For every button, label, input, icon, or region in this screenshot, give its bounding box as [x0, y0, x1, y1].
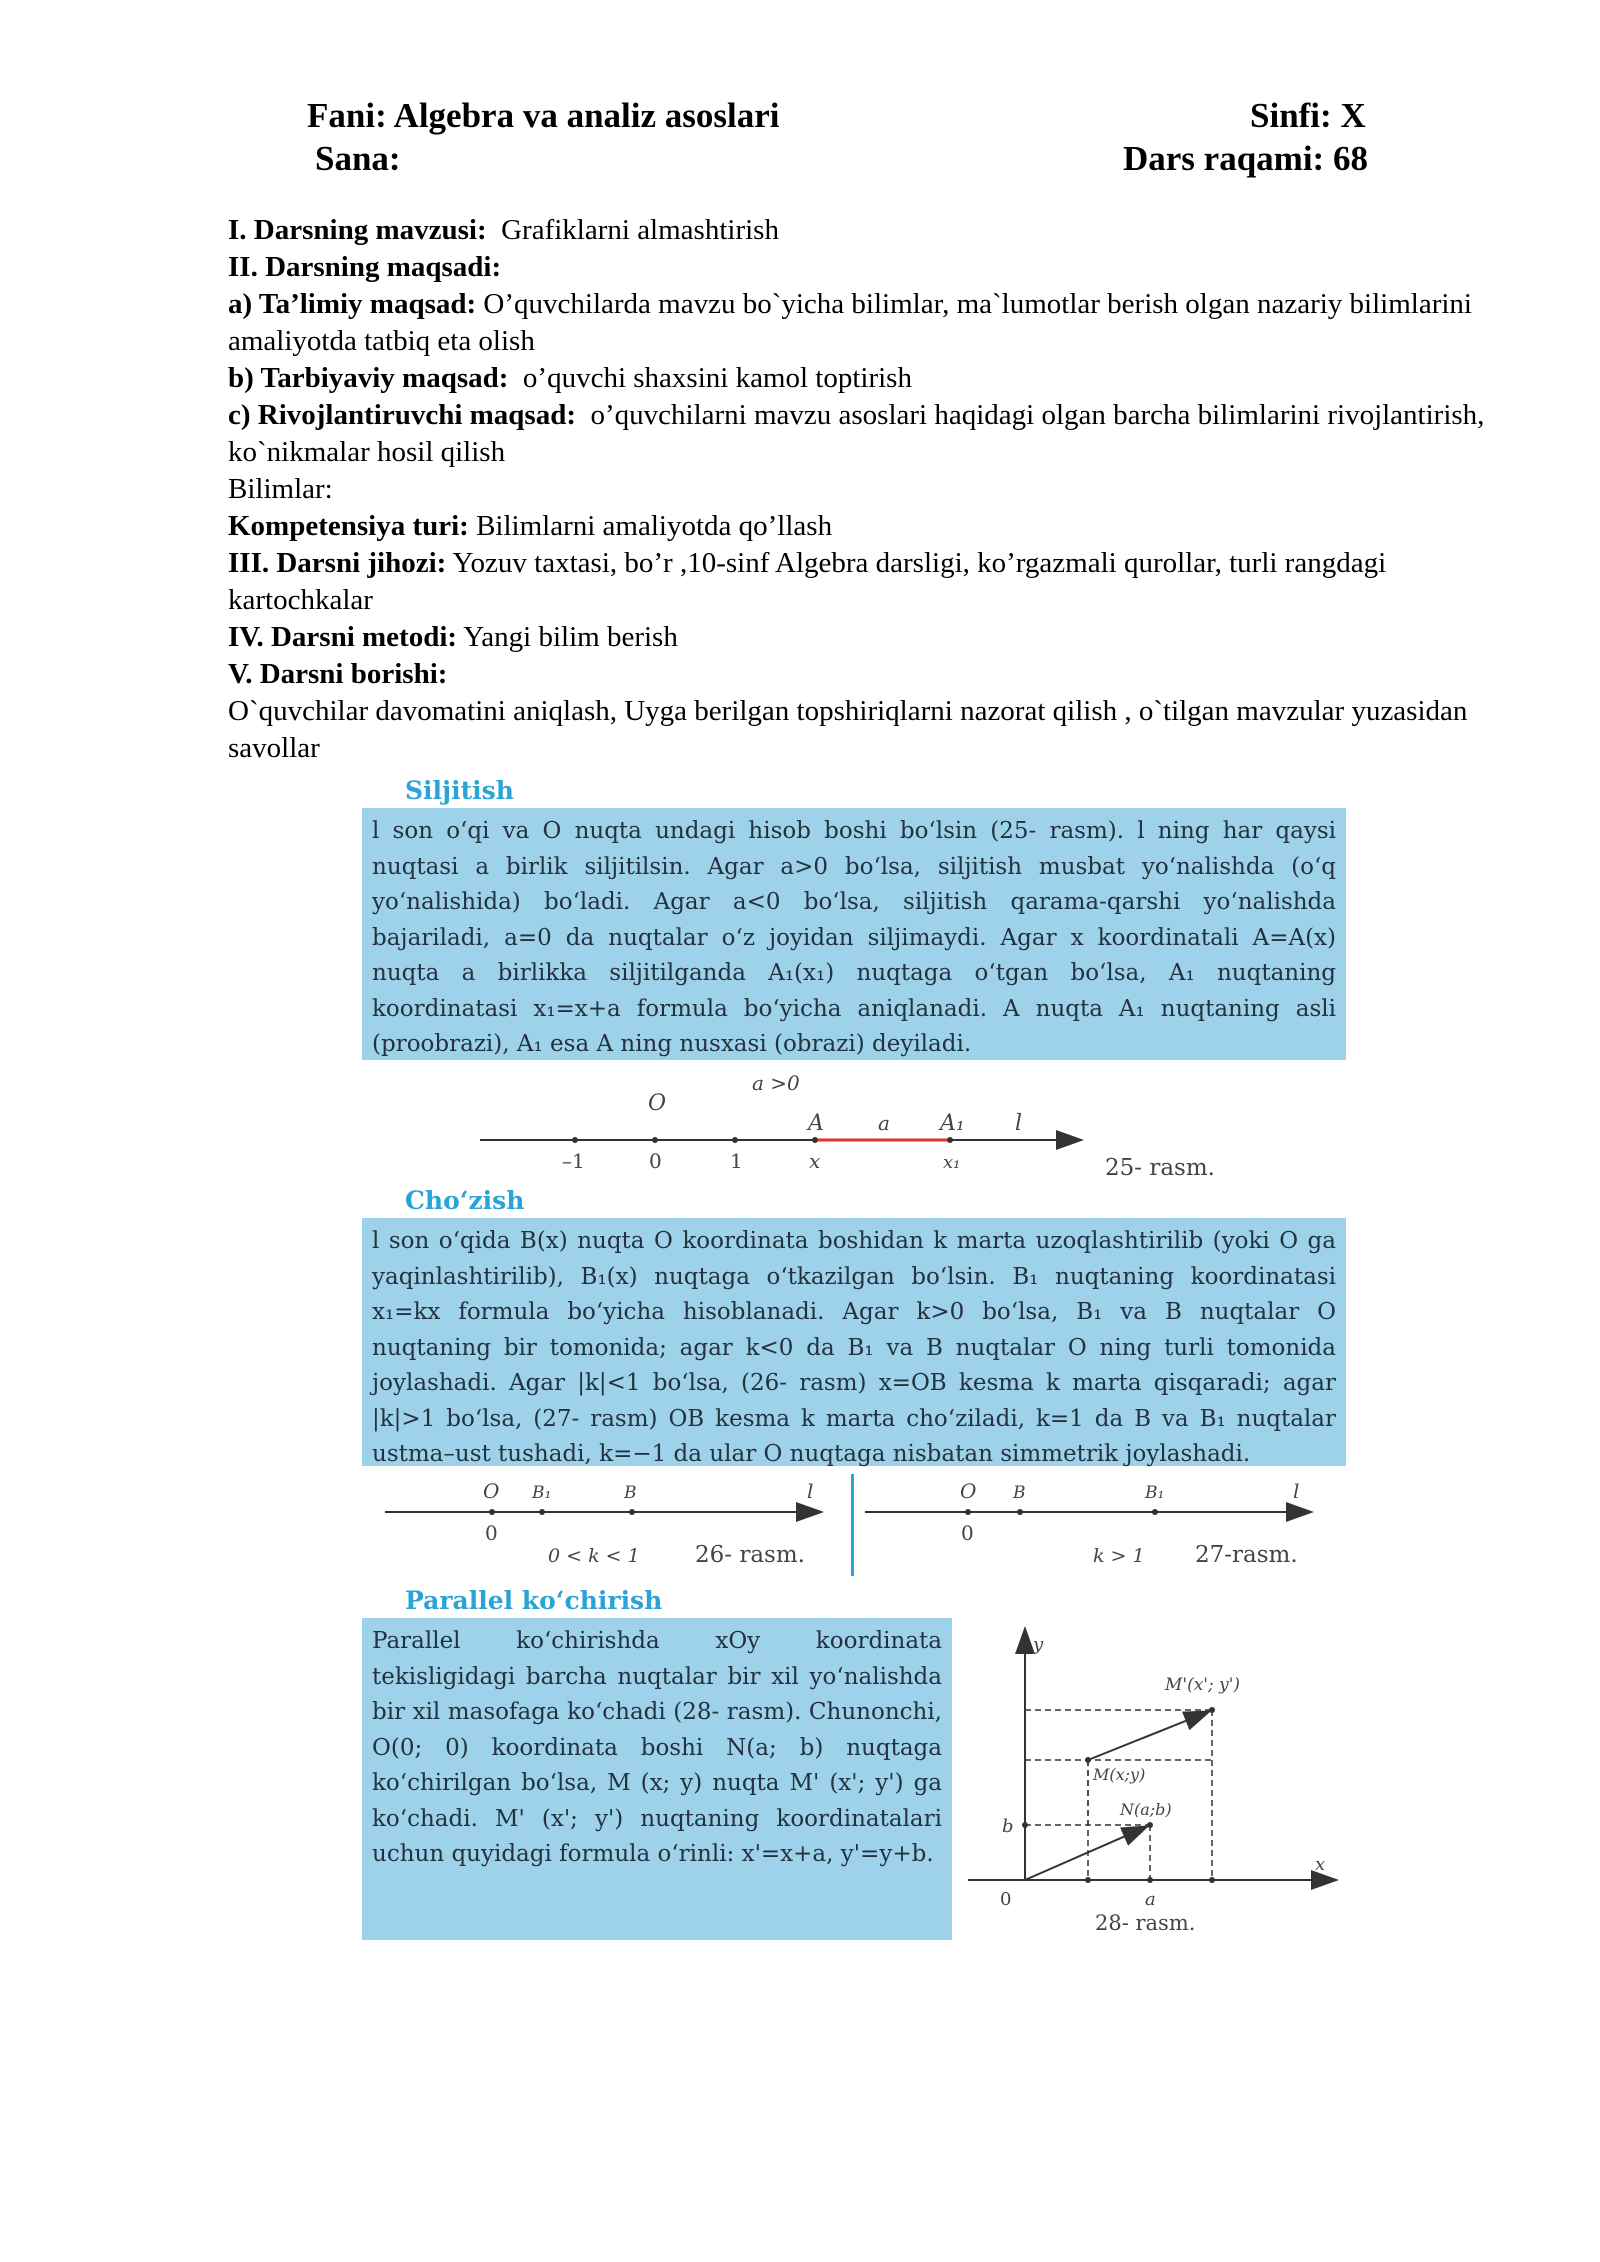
- topic-value: Grafiklarni almashtirish: [501, 214, 779, 246]
- fig25-a: a: [878, 1111, 890, 1135]
- developmental-goal-value: o’quvchilarni mavzu asoslari haqidagi olgan barcha bilimlarini rivojlantirish, ko`nikmalar hosil qilish: [228, 399, 1485, 468]
- fig25-tick-label: 1: [730, 1149, 743, 1173]
- fig28-a: a: [1145, 1889, 1156, 1910]
- date-label: Sana:: [315, 139, 401, 178]
- fig28-caption: 28- rasm.: [1095, 1911, 1196, 1935]
- educational-goal-value: O’quvchilarda mavzu bo`yicha bilimlar, ma`lumotlar berish olgan nazariy bilimlarini amaliyotda tatbiq eta olish: [228, 288, 1472, 357]
- fig28-x: x: [1315, 1854, 1326, 1875]
- point-N: [1147, 1822, 1153, 1828]
- procedure-heading: V. Darsni borishi:: [228, 658, 448, 690]
- topic-line: [228, 212, 1488, 249]
- tick-zero: [652, 1137, 658, 1143]
- fig26-cond: 0 < k < 1: [548, 1545, 640, 1567]
- point-O: [965, 1509, 971, 1515]
- fig27-O: O: [960, 1479, 977, 1503]
- tick-xprime: [1209, 1877, 1215, 1883]
- parallel-title: Parallel ko‘chirish: [405, 1586, 663, 1615]
- fig26-B: B: [624, 1483, 637, 1503]
- method-value: Yangi bilim berish: [463, 621, 678, 653]
- point-A1: [947, 1137, 953, 1143]
- figure-27: [865, 1470, 1325, 1580]
- competence-line: [228, 508, 1488, 545]
- siljitish-text: l son o‘qi va O nuqta undagi hisob boshi bo‘lsin (25- rasm). l ning har qaysi nuqtasi a birlik siljitilsin. Agar a>0 bo‘lsa, siljitish musbat yo‘nalishda (o‘q yo‘nalishida) bo‘ladi. Agar a<0 bo‘lsa, siljitish qarama-qarshi yo‘nalishda bajariladi, a=0 da nuqtalar o‘z joyidan siljimaydi. Agar x koordinatali A=A(x) nuqta a birlikka siljitilganda A₁(x₁) nuqtaga o‘tgan bo‘lsa, A₁ nuqtaning koordinatasi x₁=x+a formula bo‘yicha aniqlanadi. A nuqta A₁ nuqtaning asli (proobrazi), A₁ esa A ning nusxasi (obrazi) deyiladi.: [372, 818, 1336, 1057]
- developmental-goal: [228, 397, 1488, 471]
- figure-divider: [851, 1474, 854, 1576]
- chozish-text: l son o‘qida B(x) nuqta O koordinata boshidan k marta uzoqlashtirilib (yoki O ga yaqinlashtirilib), B₁(x) nuqtaga o‘tkazilgan bo‘lsin. B₁ nuqtaning koordinatasi x₁=kx formula bo‘yicha hisoblanadi. Agar k>0 bo‘lsa, B₁ va B nuqtalar O nuqtaning bir tomonida; agar k<0 da B₁ va B nuqtalar O ning turli tomonida joylashadi. Agar |k|<1 bo‘lsa, (26- rasm) x=OB kesma k marta qisqaradi; agar |k|>1 bo‘lsa, (27- rasm) OB kesma k marta cho‘ziladi, k=1 da B va B₁ nuqtalar ustma–ust tushadi, k=−1 da ular O nuqtaga nisbatan simmetrik joylashadi.: [372, 1228, 1336, 1467]
- fig28-Mprime: M'(x'; y'): [1165, 1675, 1241, 1695]
- goals-heading: II. Darsning maqsadi:: [228, 251, 502, 283]
- fig25-A1: A₁: [940, 1111, 965, 1136]
- fig28-M: M(x;y): [1093, 1765, 1146, 1784]
- lesson-number: Dars raqami: 68: [1123, 139, 1368, 178]
- parallel-text: Parallel ko‘chirishda xOy koordinata tekisligidagi barcha nuqtalar bir xil yo‘nalishda bir xil masofaga ko‘chadi (28- rasm). Chunonchi, O(0; 0) koordinata boshi N(a; b) nuqtaga ko‘chirilgan bo‘lsa, M (x; y) nuqta M' (x'; y') ga ko‘chadi. M' (x'; y') nuqtaning koordinatalari uchun quyidagi formula o‘rinli: x'=x+a, y'=y+b.: [372, 1628, 942, 1867]
- fig27-B: B: [1013, 1483, 1026, 1503]
- figure-28: [960, 1620, 1350, 1940]
- siljitish-box: [362, 808, 1346, 1060]
- fig27-l: l: [1293, 1479, 1300, 1503]
- subject-title: Fani: Algebra va analiz asoslari: [307, 96, 780, 135]
- fig25-O: O: [648, 1091, 667, 1116]
- vector-ON: [1025, 1827, 1146, 1880]
- fig26-O: O: [483, 1479, 500, 1503]
- fig25-tick-label: x₁: [943, 1152, 961, 1173]
- point-B1: [539, 1509, 545, 1515]
- point-B: [1017, 1509, 1023, 1515]
- fig26-l: l: [807, 1479, 814, 1503]
- fig25-A: A: [808, 1111, 824, 1136]
- fig25-caption: 25- rasm.: [1105, 1155, 1215, 1181]
- educational-goal: [228, 286, 1488, 360]
- tick-a: [1147, 1877, 1153, 1883]
- method-label: IV. Darsni metodi:: [228, 621, 458, 653]
- point-M-prime: [1209, 1707, 1215, 1713]
- point-M: [1085, 1757, 1091, 1763]
- fig27-B1: B₁: [1145, 1483, 1165, 1503]
- chozish-box: [362, 1218, 1346, 1466]
- equipment-label: III. Darsni jihozi:: [228, 547, 447, 579]
- point-B1: [1152, 1509, 1158, 1515]
- fig27-zero: 0: [961, 1521, 974, 1545]
- fig25-cond: a >0: [752, 1071, 800, 1095]
- fig25-tick-label: x: [809, 1149, 821, 1173]
- method-line: [228, 619, 1488, 656]
- procedure-text: O`quvchilar davomatini aniqlash, Uyga berilgan topshiriqlarni nazorat qilish , o`tilgan mavzular yuzasidan savollar: [228, 695, 1468, 764]
- equipment-value: Yozuv taxtasi, bo’r ,10-sinf Algebra darsligi, ko’rgazmali qurollar, turli rangdagi kartochkalar: [228, 547, 1387, 616]
- fig28-origin: 0: [1000, 1889, 1012, 1910]
- developmental-goal-label: c) Rivojlantiruvchi maqsad:: [228, 399, 576, 431]
- chozish-title: Cho‘zish: [405, 1186, 525, 1215]
- tick-one: [732, 1137, 738, 1143]
- parallel-box: [362, 1618, 952, 1940]
- fig28-N: N(a;b): [1120, 1800, 1172, 1819]
- fig26-caption: 26- rasm.: [695, 1542, 805, 1568]
- point-O: [489, 1509, 495, 1515]
- upbringing-goal: [228, 360, 1488, 397]
- fig25-l: l: [1015, 1111, 1023, 1136]
- figure-26: [380, 1470, 860, 1580]
- tick-minus1: [572, 1137, 578, 1143]
- fig26-B1: B₁: [532, 1483, 552, 1503]
- topic-label: I. Darsning mavzusi:: [228, 214, 487, 246]
- upbringing-goal-value: o’quvchi shaxsini kamol toptirish: [522, 362, 912, 394]
- class-label: Sinfi: X: [1250, 96, 1366, 135]
- competence-value: Bilimlarni amaliyotda qo’llash: [476, 510, 833, 542]
- fig25-tick-label: 0: [649, 1149, 662, 1173]
- fig28-b: b: [1002, 1816, 1014, 1837]
- educational-goal-label: a) Ta’limiy maqsad:: [228, 288, 477, 320]
- figure-25: [470, 1070, 1250, 1185]
- fig26-zero: 0: [485, 1521, 498, 1545]
- point-B: [629, 1509, 635, 1515]
- upbringing-goal-label: b) Tarbiyaviy maqsad:: [228, 362, 509, 394]
- competence-label: Kompetensiya turi:: [228, 510, 469, 542]
- tick-b: [1022, 1822, 1028, 1828]
- fig27-cond: k > 1: [1093, 1545, 1145, 1567]
- fig28-y: y: [1033, 1634, 1044, 1655]
- lesson-plan: [228, 212, 1488, 767]
- tick-x: [1085, 1877, 1091, 1883]
- equipment-line: [228, 545, 1488, 619]
- siljitish-title: Siljitish: [405, 776, 514, 805]
- vector-MM: [1088, 1712, 1208, 1760]
- point-A: [812, 1137, 818, 1143]
- knowledge-label: Bilimlar:: [228, 473, 333, 505]
- fig27-caption: 27-rasm.: [1195, 1542, 1298, 1568]
- fig25-tick-label: –1: [562, 1149, 585, 1173]
